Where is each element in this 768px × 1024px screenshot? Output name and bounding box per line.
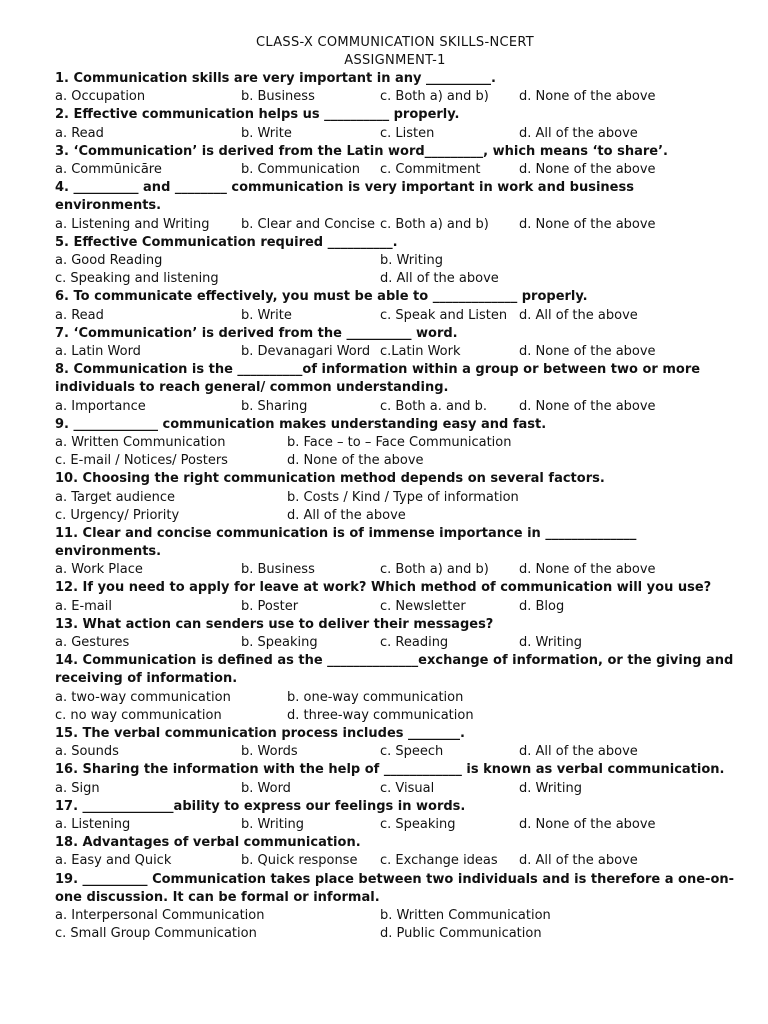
option-6c: c. Speak and Listen [380, 307, 508, 323]
option-18c: c. Exchange ideas [380, 853, 498, 869]
option-10c: c. Urgency/ Priority [55, 507, 180, 523]
options-10-row2 [55, 507, 735, 525]
option-13b: b. Speaking [241, 635, 318, 651]
option-9b: b. Face – to – Face Communication [287, 434, 512, 450]
option-9a: a. Written Communication [55, 434, 226, 450]
option-1a: a. Occupation [55, 89, 146, 105]
option-3c: c. Commitment [380, 161, 481, 177]
option-3a: a. Commūnicāre [55, 161, 162, 177]
question-4: 4. __________ and ________ communication is very important in work and business environments. [55, 180, 634, 214]
question-3: 3. ‘Communication’ is derived from the Latin word_________, which means ‘to share’. [55, 143, 668, 159]
option-6a: a. Read [55, 307, 104, 323]
option-7d: d. None of the above [519, 343, 656, 359]
question-15: 15. The verbal communication process includes ________. [55, 726, 465, 742]
option-8d: d. None of the above [519, 398, 656, 414]
option-12d: d. Blog [519, 598, 565, 614]
options-19-row2 [55, 925, 735, 943]
option-18a: a. Easy and Quick [55, 853, 172, 869]
option-10b: b. Costs / Kind / Type of information [287, 489, 519, 505]
option-2b: b. Write [241, 125, 292, 141]
option-15a: a. Sounds [55, 744, 119, 760]
option-11c: c. Both a) and b) [380, 562, 489, 578]
option-19b: b. Written Communication [380, 908, 551, 923]
option-14c: c. no way communication [55, 707, 222, 723]
question-5: 5. Effective Communication required __________. [55, 234, 398, 250]
option-19a: a. Interpersonal Communication [55, 908, 265, 923]
options-8 [55, 398, 735, 416]
option-16a: a. Sign [55, 780, 100, 796]
options-7 [55, 343, 735, 361]
options-9-row2 [55, 452, 735, 470]
option-4b: b. Clear and Concise [241, 216, 376, 232]
options-10-row1 [55, 489, 735, 507]
option-17b: b. Writing [241, 817, 304, 833]
option-4d: d. None of the above [519, 216, 656, 232]
question-8: 8. Communication is the __________of information within a group or between two or more individuals to reach general/ common understanding. [55, 362, 701, 396]
option-17a: a. Listening [55, 817, 131, 833]
option-15b: b. Words [241, 744, 298, 760]
option-17c: c. Speaking [380, 817, 456, 833]
option-5a: a. Good Reading [55, 252, 163, 268]
document-title: CLASS-X COMMUNICATION SKILLS-NCERT [255, 35, 535, 50]
question-16: 16. Sharing the information with the help of ____________ is known as verbal communication. [55, 762, 725, 778]
option-15c: c. Speech [380, 744, 444, 760]
option-5b: b. Writing [380, 252, 443, 268]
question-17: 17. ______________ability to express our feelings in words. [55, 798, 466, 814]
question-9: 9. _____________ communication makes understanding easy and fast. [55, 416, 547, 432]
option-13a: a. Gestures [55, 635, 130, 651]
options-14-row2 [55, 707, 735, 725]
document-header [55, 34, 735, 70]
option-3b: b. Communication [241, 161, 360, 177]
option-6b: b. Write [241, 307, 292, 323]
option-5d: d. All of the above [380, 271, 499, 287]
option-3d: d. None of the above [519, 161, 656, 177]
option-4c: c. Both a) and b) [380, 216, 489, 232]
options-9-row1 [55, 434, 735, 452]
option-2a: a. Read [55, 125, 104, 141]
question-7: 7. ‘Communication’ is derived from the __________ word. [55, 325, 458, 341]
option-16d: d. Writing [519, 780, 582, 796]
option-9d: d. None of the above [287, 453, 424, 469]
option-12c: c. Newsletter [380, 598, 466, 614]
question-6: 6. To communicate effectively, you must be able to _____________ properly. [55, 289, 588, 305]
option-11a: a. Work Place [55, 562, 143, 578]
option-14d: d. three-way communication [287, 707, 474, 723]
option-7b: b. Devanagari Word [241, 343, 371, 359]
options-5-row2 [55, 270, 735, 288]
option-14b: b. one-way communication [287, 689, 464, 705]
option-10a: a. Target audience [55, 489, 176, 505]
option-7a: a. Latin Word [55, 343, 141, 359]
option-1d: d. None of the above [519, 89, 656, 105]
options-15 [55, 743, 735, 761]
option-1b: b. Business [241, 89, 315, 105]
question-19: 19. __________ Communication takes place between two individuals and is therefore a one-on-one discussion. It can be formal or informal. [55, 871, 735, 905]
options-18 [55, 852, 735, 870]
option-9c: c. E-mail / Notices/ Posters [55, 453, 228, 469]
option-16b: b. Word [241, 780, 291, 796]
option-13c: c. Reading [380, 635, 449, 651]
question-12: 12. If you need to apply for leave at work? Which method of communication will you use? [55, 580, 712, 596]
option-13d: d. Writing [519, 635, 582, 651]
option-1c: c. Both a) and b) [380, 89, 489, 105]
option-19c: c. Small Group Communication [55, 926, 257, 942]
options-1 [55, 88, 735, 106]
option-6d: d. All of the above [519, 307, 638, 323]
option-19d: d. Public Communication [380, 926, 542, 942]
options-19-row1 [55, 907, 735, 925]
option-14a: a. two-way communication [55, 689, 231, 705]
options-13 [55, 634, 735, 652]
options-2 [55, 125, 735, 143]
option-17d: d. None of the above [519, 817, 656, 833]
option-12b: b. Poster [241, 598, 299, 614]
document-subtitle: ASSIGNMENT-1 [344, 53, 446, 68]
options-16 [55, 780, 735, 798]
options-6 [55, 307, 735, 325]
option-12a: a. E-mail [55, 598, 112, 614]
option-18d: d. All of the above [519, 853, 638, 869]
question-18: 18. Advantages of verbal communication. [55, 835, 361, 851]
option-18b: b. Quick response [241, 853, 358, 869]
option-10d: d. All of the above [287, 507, 406, 523]
option-2c: c. Listen [380, 125, 435, 141]
option-8c: c. Both a. and b. [380, 398, 487, 414]
options-14-row1 [55, 689, 735, 707]
option-11b: b. Business [241, 562, 315, 578]
option-8b: b. Sharing [241, 398, 308, 414]
option-7c: c.Latin Work [380, 343, 461, 359]
options-12 [55, 598, 735, 616]
options-4 [55, 216, 735, 234]
option-15d: d. All of the above [519, 744, 638, 760]
option-2d: d. All of the above [519, 125, 638, 141]
options-5-row1 [55, 252, 735, 270]
assignment-page [55, 34, 735, 943]
question-10: 10. Choosing the right communication method depends on several factors. [55, 471, 605, 487]
option-4a: a. Listening and Writing [55, 216, 210, 232]
question-13: 13. What action can senders use to deliver their messages? [55, 616, 494, 632]
question-2: 2. Effective communication helps us __________ properly. [55, 107, 460, 123]
options-3 [55, 161, 735, 179]
option-8a: a. Importance [55, 398, 146, 414]
options-11 [55, 561, 735, 579]
question-11: 11. Clear and concise communication is of immense importance in ______________ environments. [55, 525, 637, 560]
option-5c: c. Speaking and listening [55, 271, 219, 287]
option-11d: d. None of the above [519, 562, 656, 578]
question-14: 14. Communication is defined as the ______________exchange of information, or the giving and receiving of information. [55, 653, 734, 687]
option-16c: c. Visual [380, 780, 435, 796]
options-17 [55, 816, 735, 834]
question-1: 1. Communication skills are very important in any __________. [55, 71, 496, 86]
